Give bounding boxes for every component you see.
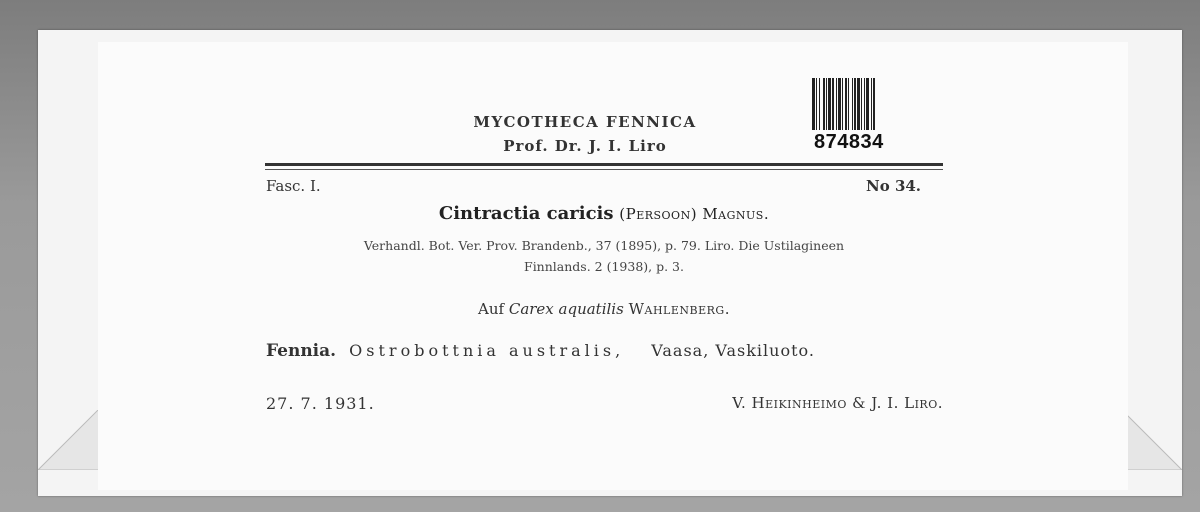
fascicle-label: Fasc. I. [266,177,321,195]
header-divider-thin [265,169,943,170]
literature-reference-line1: Verhandl. Bot. Ver. Prov. Brandenb., 37 (1895), p. 79. Liro. Die Ustilagineen [363,238,845,253]
host-line [265,300,943,318]
herbarium-title: MYCOTHECA FENNICA [473,113,697,131]
herbarium-editor: Prof. Dr. J. I. Liro [503,137,667,155]
exsiccata-number: No 34. [866,177,922,195]
collectors: V. Heikinheimo & J. I. Liro. [732,394,943,412]
host-authority: Wahlenberg. [628,300,730,318]
province: Ostrobottnia australis, [349,341,625,360]
place: Vaasa, Vaskiluoto. [651,341,815,360]
species-name: Cintractia caricis [438,203,614,224]
country: Fennia. [266,341,337,361]
species-authority: (Persoon) Magnus. [619,205,770,223]
literature-reference-line2: Finnlands. 2 (1938), p. 3. [524,259,684,274]
species-line [265,203,943,224]
barcode-image [812,78,930,130]
host-prefix: Auf [478,300,505,318]
header-divider [265,163,943,166]
barcode-number: 874834 [814,131,884,153]
collection-date: 27. 7. 1931. [266,394,375,413]
locality-line [266,341,946,361]
host-name: Carex aquatilis [508,300,624,318]
